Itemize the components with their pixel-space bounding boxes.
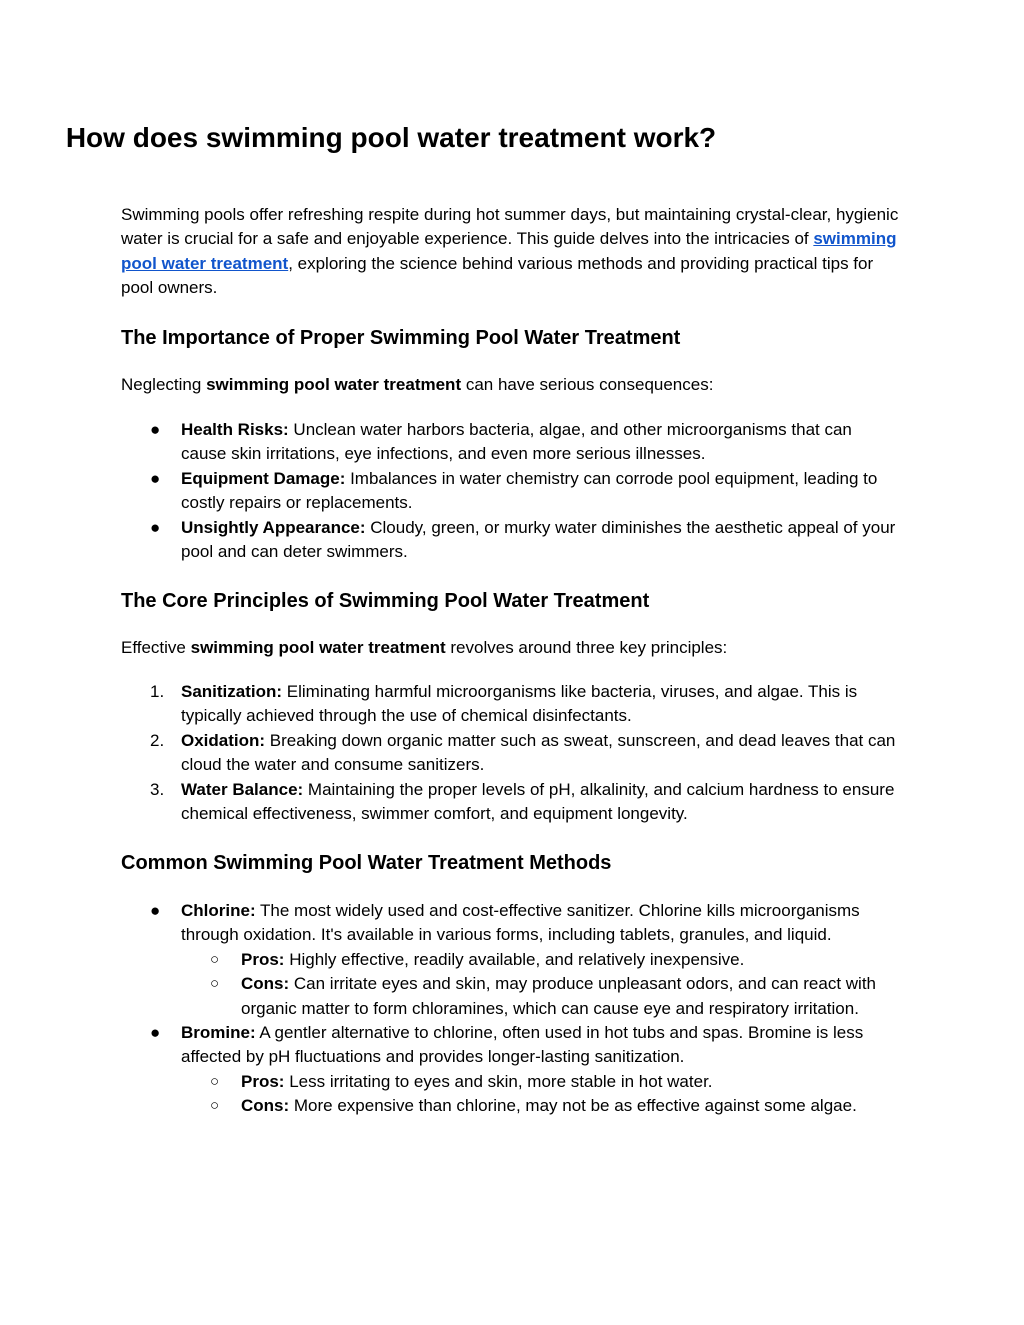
item-term: Health Risks: [181,420,289,439]
lead-bold: swimming pool water treatment [190,638,446,657]
page-title: How does swimming pool water treatment work? [65,122,717,153]
list-item [121,899,901,1021]
item-term: Chlorine: [181,901,256,920]
list-item [121,516,901,565]
lead-text: can have serious consequences: [461,375,714,394]
item-term: Cons: [241,1096,290,1116]
item-number: 2. [150,730,165,750]
sub-list-item [181,948,901,972]
item-text: Unclean water harbors bacteria, algae, and other microorganisms that can cause skin irritations, eye infections, and even more serious illnesses. [181,420,852,464]
item-term: Water Balance: [181,779,304,799]
bullet-icon: ● [150,517,161,537]
section-heading-principles: The Core Principles of Swimming Pool Water Treatment [121,590,650,612]
item-term: Equipment Damage: [181,468,346,488]
item-text: Less irritating to eyes and skin, more stable in hot water. [284,1071,713,1091]
bullet-icon: ● [150,901,161,920]
item-term: Oxidation: [181,730,266,750]
intro-link[interactable]: swimming pool water treatment [121,229,897,273]
item-text: Maintaining the proper levels of pH, alkalinity, and calcium hardness to ensure chemical effectiveness, swimmer comfort, and equipment longevity. [181,779,895,824]
sub-list [181,948,901,1021]
list-item [121,680,901,729]
bullet-icon: ● [150,468,161,488]
section-heading-methods: Common Swimming Pool Water Treatment Methods [121,852,612,874]
intro-paragraph [121,203,901,301]
item-text: More expensive than chlorine, may not be as effective against some algae. [289,1096,857,1116]
lead-bold: swimming pool water treatment [206,375,462,394]
item-text: Can irritate eyes and skin, may produce unpleasant odors, and can react with organic matter to form chloramines, which can cause eye and respiratory irritation. [241,974,876,1018]
item-text: Breaking down organic matter such as sweat, sunscreen, and dead leaves that can cloud the water and consume sanitizers. [181,730,896,775]
item-term: Unsightly Appearance: [181,517,366,537]
list-item [121,729,901,778]
consequences-list [121,418,901,564]
item-term: Pros: [241,1071,285,1091]
item-number: 3. [150,779,165,799]
item-text: Highly effective, readily available, and relatively inexpensive. [284,949,745,969]
section-lead-importance [121,373,713,397]
list-item [121,418,901,467]
item-term: Pros: [241,949,285,969]
item-text: A gentler alternative to chlorine, often used in hot tubs and spas. Bromine is less affected by pH fluctuations and provides longer-lasting sanitization. [181,1023,864,1067]
lead-text: Effective [121,638,191,657]
list-item [121,467,901,516]
item-term: Sanitization: [181,682,283,701]
circle-bullet-icon: ○ [210,975,220,993]
section-heading-importance: The Importance of Proper Swimming Pool Water Treatment [121,327,681,349]
item-term: Cons: [241,974,290,994]
list-item [121,1021,901,1119]
sub-list-item [181,972,901,1021]
item-number: 1. [150,682,165,701]
sub-list [181,1070,901,1119]
intro-text-before: Swimming pools offer refreshing respite during hot summer days, but maintaining crystal-clear, hygienic water is crucial for a safe and enjoyable experience. This guide delves into the intricacies of [121,205,899,249]
circle-bullet-icon: ○ [210,1097,220,1115]
lead-text: revolves around three key principles: [445,638,728,657]
item-text: Cloudy, green, or murky water diminishes the aesthetic appeal of your pool and can deter swimmers. [181,517,896,562]
lead-text: Neglecting [121,375,207,394]
bullet-icon: ● [150,420,161,439]
methods-list [121,899,901,1119]
circle-bullet-icon: ○ [210,1072,220,1090]
circle-bullet-icon: ○ [210,950,220,968]
principles-list [121,680,901,826]
list-item [121,778,901,827]
sub-list-item [181,1094,901,1118]
bullet-icon: ● [150,1023,161,1043]
sub-list-item [181,1070,901,1094]
item-text: The most widely used and cost-effective sanitizer. Chlorine kills microorganisms through oxidation. It's available in various forms, including tablets, granules, and liquid. [181,901,860,945]
item-text: Imbalances in water chemistry can corrode pool equipment, leading to costly repairs or replacements. [181,468,878,513]
intro-text-after: , exploring the science behind various methods and providing practical tips for pool owners. [121,253,874,298]
item-term: Bromine: [181,1023,256,1043]
section-lead-principles [121,636,727,660]
item-text: Eliminating harmful microorganisms like bacteria, viruses, and algae. This is typically achieved through the use of chemical disinfectants. [181,682,858,726]
